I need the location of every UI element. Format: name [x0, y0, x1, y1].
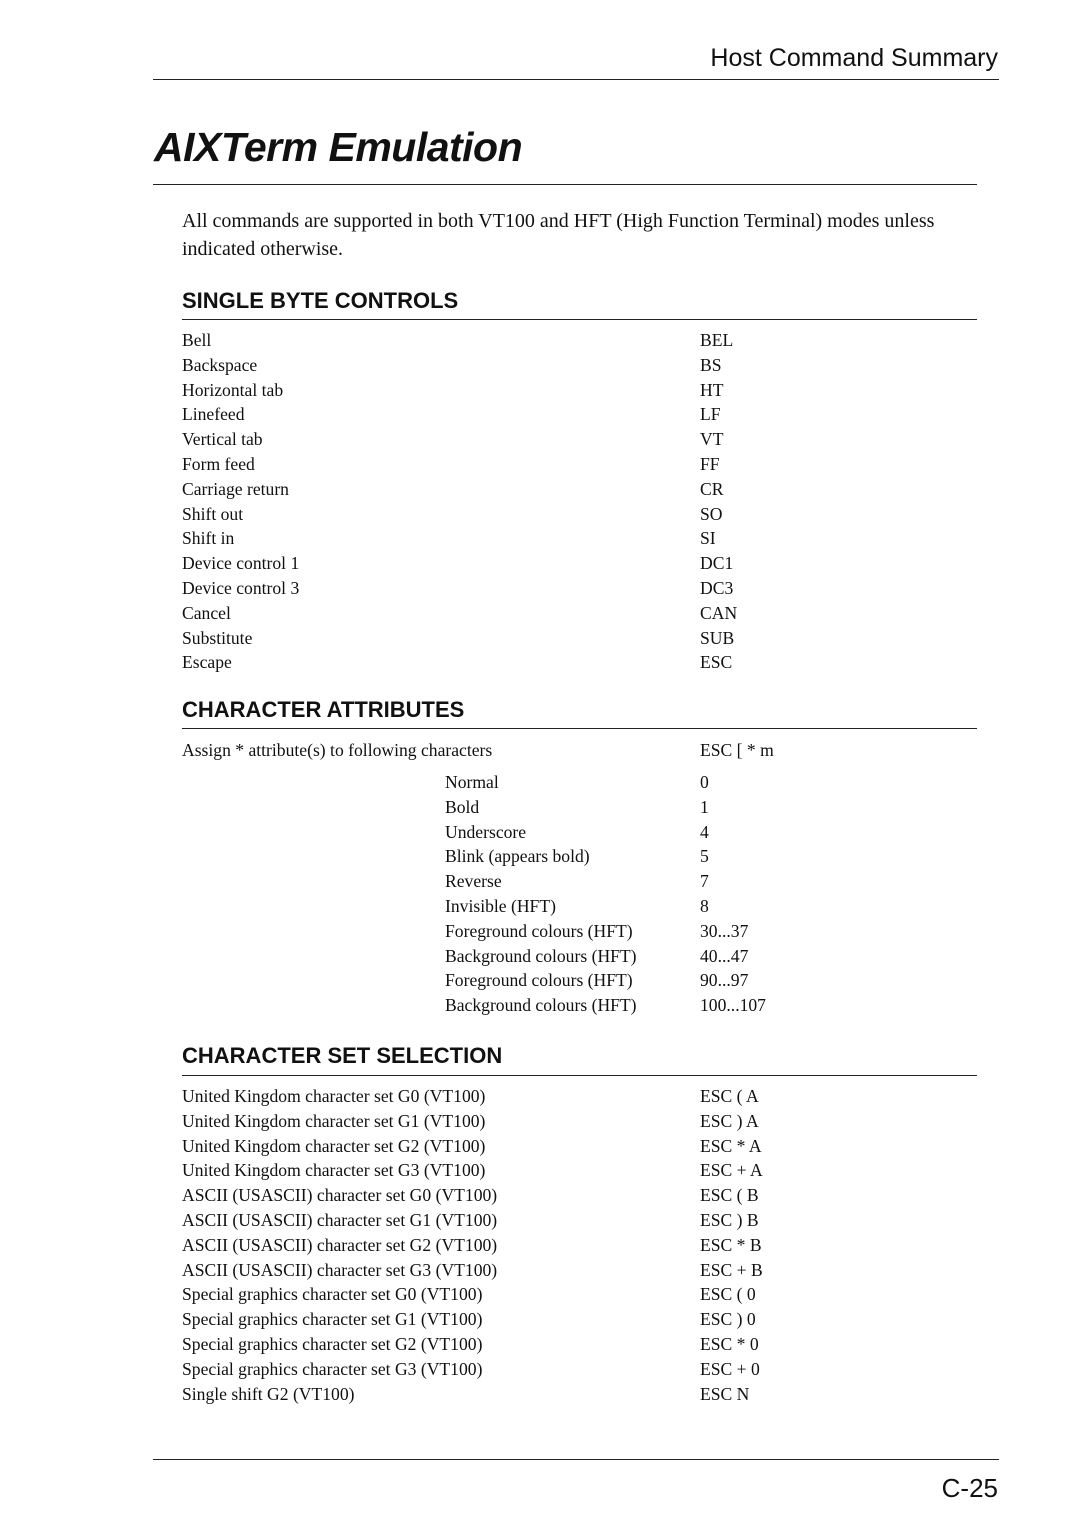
table-row	[182, 738, 977, 763]
charset-code: ESC + B	[700, 1259, 763, 1280]
attribute-value: 4	[700, 821, 709, 842]
control-name: Bell	[182, 330, 212, 350]
table-row	[182, 477, 977, 502]
charset-code: ESC * B	[700, 1234, 762, 1255]
title-rule	[153, 184, 977, 185]
control-code: LF	[700, 404, 721, 425]
control-code: VT	[700, 429, 724, 450]
table-row	[182, 378, 977, 403]
charset-code: ESC ( 0	[700, 1284, 756, 1305]
control-code: CAN	[700, 602, 738, 623]
table-row	[445, 795, 945, 820]
control-code: HT	[700, 379, 724, 400]
table-row	[445, 844, 945, 869]
charset-code: ESC + A	[700, 1160, 763, 1181]
page-number: C-25	[941, 1473, 998, 1503]
charset-code: ESC ( B	[700, 1185, 759, 1206]
intro-paragraph: All commands are supported in both VT100 and HFT (High Function Terminal) modes unless indicated otherwise.	[182, 210, 935, 260]
control-code: CR	[700, 478, 724, 499]
table-row	[182, 1307, 977, 1332]
table-row	[182, 1357, 977, 1382]
table-row	[445, 820, 945, 845]
control-code: DC1	[700, 553, 734, 574]
table-row	[182, 601, 977, 626]
attribute-value: 1	[700, 796, 709, 817]
charset-name: Special graphics character set G3 (VT100)	[182, 1358, 483, 1379]
charset-name: Special graphics character set G0 (VT100)	[182, 1284, 483, 1305]
charset-name: ASCII (USASCII) character set G2 (VT100)	[182, 1234, 498, 1255]
table-row	[182, 328, 977, 353]
character-set-table	[182, 1084, 977, 1406]
charset-code: ESC N	[700, 1383, 750, 1404]
charset-code: ESC ( A	[700, 1086, 759, 1106]
table-row	[182, 402, 977, 427]
control-code: DC3	[700, 577, 734, 598]
attribute-value: 90...97	[700, 970, 749, 991]
attribute-value: 5	[700, 846, 709, 867]
attribute-value: 8	[700, 895, 709, 916]
charset-code: ESC ) A	[700, 1110, 759, 1131]
attribute-value: 30...37	[700, 920, 749, 941]
table-row	[445, 968, 945, 993]
charset-name: United Kingdom character set G2 (VT100)	[182, 1135, 486, 1156]
control-code: BS	[700, 354, 722, 375]
table-row	[445, 993, 945, 1018]
control-code: ESC	[700, 652, 733, 673]
page-title: AIXTerm Emulation	[154, 124, 523, 170]
single-byte-controls-table	[182, 328, 977, 675]
attribute-values-table	[445, 770, 945, 1018]
section-heading-character-set-selection: CHARACTER SET SELECTION	[182, 1043, 503, 1068]
attribute-name: Bold	[445, 796, 480, 817]
table-row	[182, 1158, 977, 1183]
table-row	[182, 626, 977, 651]
control-name: Escape	[182, 652, 232, 673]
control-name: Backspace	[182, 354, 258, 375]
section-rule	[182, 1075, 977, 1076]
section-heading-single-byte-controls: SINGLE BYTE CONTROLS	[182, 288, 459, 313]
attribute-name: Background colours (HFT)	[445, 945, 637, 966]
charset-name: Single shift G2 (VT100)	[182, 1383, 355, 1404]
control-code: BEL	[700, 330, 734, 350]
charset-name: ASCII (USASCII) character set G3 (VT100)	[182, 1259, 498, 1280]
table-row	[182, 1233, 977, 1258]
section-rule	[182, 728, 977, 729]
assign-attribute-row	[182, 738, 977, 763]
control-code: SI	[700, 528, 716, 549]
control-code: FF	[700, 453, 720, 474]
control-name: Shift in	[182, 528, 235, 549]
assign-code: ESC [ * m	[700, 740, 774, 760]
charset-code: ESC ) B	[700, 1209, 759, 1230]
table-row	[445, 869, 945, 894]
table-row	[182, 576, 977, 601]
attribute-value: 0	[700, 772, 709, 792]
charset-name: Special graphics character set G1 (VT100)	[182, 1309, 483, 1330]
section-heading-character-attributes: CHARACTER ATTRIBUTES	[182, 697, 465, 722]
table-row	[182, 452, 977, 477]
table-row	[182, 502, 977, 527]
attribute-value: 40...47	[700, 945, 749, 966]
table-row	[182, 1332, 977, 1357]
table-row	[182, 1134, 977, 1159]
control-name: Substitute	[182, 627, 253, 648]
table-row	[182, 526, 977, 551]
attribute-name: Foreground colours (HFT)	[445, 920, 633, 941]
assign-label: Assign * attribute(s) to following characters	[182, 740, 493, 760]
attribute-name: Background colours (HFT)	[445, 995, 637, 1016]
section-rule	[182, 319, 977, 320]
attribute-name: Reverse	[445, 871, 502, 892]
table-row	[445, 770, 945, 795]
control-name: Shift out	[182, 503, 244, 524]
charset-name: ASCII (USASCII) character set G0 (VT100)	[182, 1185, 498, 1206]
header-rule	[153, 79, 999, 80]
control-name: Vertical tab	[182, 429, 263, 450]
charset-name: ASCII (USASCII) character set G1 (VT100)	[182, 1209, 498, 1230]
table-row	[445, 944, 945, 969]
footer-rule	[153, 1459, 999, 1460]
attribute-name: Foreground colours (HFT)	[445, 970, 633, 991]
charset-name: United Kingdom character set G1 (VT100)	[182, 1110, 486, 1131]
charset-code: ESC * A	[700, 1135, 762, 1156]
running-head: Host Command Summary	[710, 44, 998, 72]
control-code: SO	[700, 503, 723, 524]
attribute-value: 7	[700, 871, 709, 892]
table-row	[182, 1258, 977, 1283]
table-row	[182, 1282, 977, 1307]
control-code: SUB	[700, 627, 735, 648]
control-name: Cancel	[182, 602, 231, 623]
control-name: Carriage return	[182, 478, 289, 499]
control-name: Linefeed	[182, 404, 245, 425]
control-name: Form feed	[182, 453, 255, 474]
control-name: Device control 1	[182, 553, 300, 574]
attribute-name: Underscore	[445, 821, 527, 842]
table-row	[182, 650, 977, 675]
table-row	[182, 353, 977, 378]
control-name: Horizontal tab	[182, 379, 284, 400]
charset-name: United Kingdom character set G0 (VT100)	[182, 1086, 486, 1106]
charset-name: United Kingdom character set G3 (VT100)	[182, 1160, 486, 1181]
attribute-name: Blink (appears bold)	[445, 846, 590, 867]
control-name: Device control 3	[182, 577, 300, 598]
charset-name: Special graphics character set G2 (VT100)	[182, 1333, 483, 1354]
table-row	[182, 427, 977, 452]
charset-code: ESC * 0	[700, 1333, 759, 1354]
table-row	[182, 1109, 977, 1134]
charset-code: ESC ) 0	[700, 1309, 756, 1330]
table-row	[182, 1084, 977, 1109]
table-row	[445, 894, 945, 919]
charset-code: ESC + 0	[700, 1358, 760, 1379]
table-row	[182, 1208, 977, 1233]
attribute-name: Normal	[445, 772, 499, 792]
attribute-value: 100...107	[700, 995, 766, 1016]
table-row	[182, 551, 977, 576]
table-row	[445, 919, 945, 944]
table-row	[182, 1382, 977, 1407]
attribute-name: Invisible (HFT)	[445, 895, 556, 916]
table-row	[182, 1183, 977, 1208]
